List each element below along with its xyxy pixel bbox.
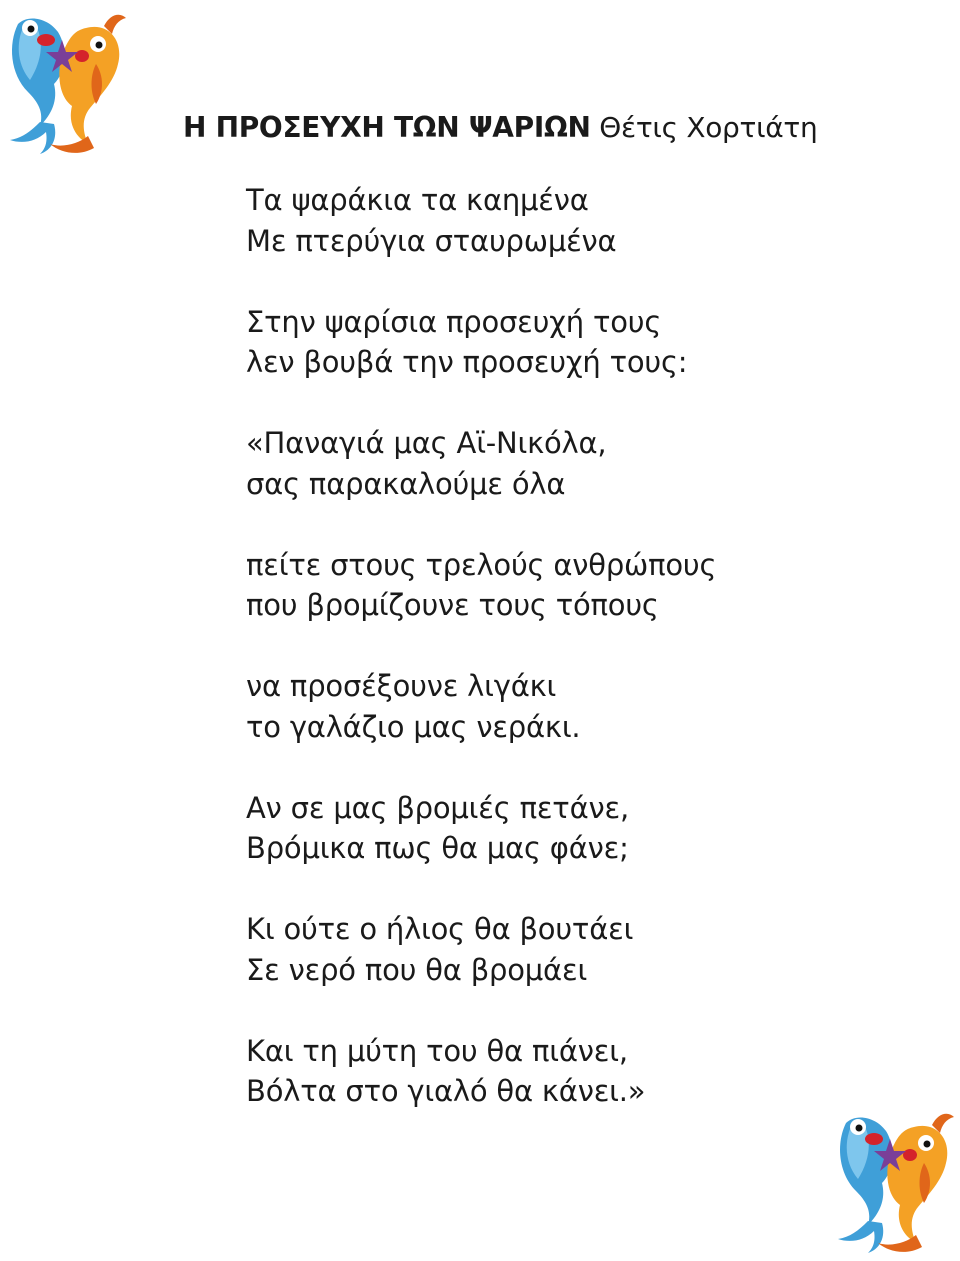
poem-body [246, 180, 716, 1112]
poem-title-line [183, 108, 817, 148]
poem-title: Η ΠΡΟΣΕΥΧΗ ΤΩΝ ΨΑΡΙΩΝ [183, 111, 591, 144]
verse-line: «Παναγιά μας Αϊ-Νικόλα, [246, 426, 607, 460]
stanza [246, 788, 716, 869]
two-fish-icon [0, 4, 130, 154]
stanza [246, 423, 716, 504]
verse-line: Με πτερύγια σταυρωμένα [246, 223, 617, 258]
stanza [246, 302, 716, 383]
fish-illustration-bottom [828, 1103, 958, 1253]
stanza [246, 180, 716, 261]
verse-line: λεν βουβά την προσευχή τους: [246, 345, 688, 379]
stanza [246, 545, 716, 626]
verse-line: το γαλάζιο μας νεράκι. [246, 709, 581, 744]
verse-line: Κι ούτε ο ήλιος θα βουτάει [246, 912, 634, 946]
fish-illustration-top [0, 4, 130, 154]
verse-line: να προσέξουνε λιγάκι [246, 669, 557, 703]
verse-line: που βρομίζουνε τους τόπους [246, 588, 659, 622]
stanza [246, 666, 716, 747]
verse-line: Στην ψαρίσια προσευχή τους [246, 304, 662, 339]
verse-line: Αν σε μας βρομιές πετάνε, [246, 790, 629, 825]
stanza [246, 1031, 716, 1112]
verse-line: σας παρακαλούμε όλα [246, 466, 566, 501]
verse-line: Και τη μύτη του θα πιάνει, [246, 1033, 628, 1068]
poem-author: Θέτις Χορτιάτη [599, 111, 818, 144]
stanza [246, 909, 716, 990]
verse-line: πείτε στους τρελούς ανθρώπους [246, 547, 717, 582]
verse-line: Τα ψαράκια τα καημένα [246, 183, 589, 217]
verse-line: Βρόμικα πως θα μας φάνε; [246, 831, 629, 865]
verse-line: Σε νερό που θα βρομάει [246, 952, 588, 987]
verse-line: Βόλτα στο γιαλό θα κάνει.» [246, 1074, 646, 1108]
two-fish-icon [828, 1103, 958, 1253]
